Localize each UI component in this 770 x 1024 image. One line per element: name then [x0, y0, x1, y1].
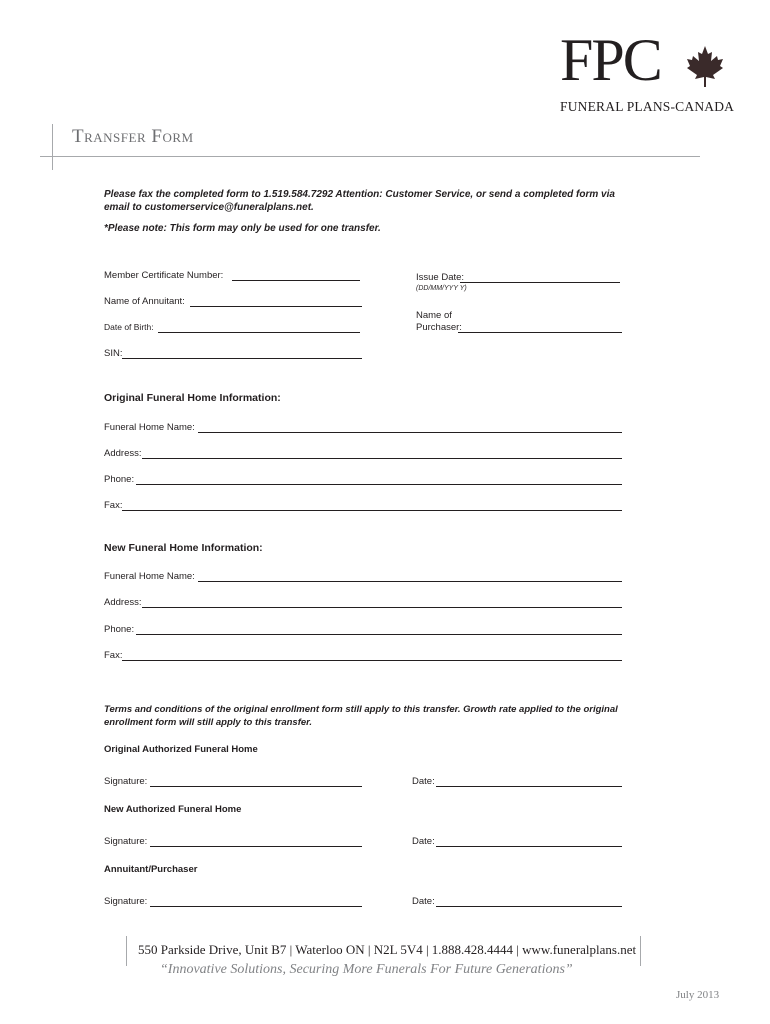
new-home-fax-field[interactable] — [122, 660, 622, 661]
footer-left-rule — [126, 936, 127, 966]
intro-text: Please fax the completed form to 1.519.584.7292 Attention: Customer Service, or send a completed form via email to customerservice@funeralplans.net. — [104, 189, 615, 213]
new-home-address-field[interactable] — [142, 607, 622, 608]
date-of-birth-label: Date of Birth: — [104, 322, 154, 332]
purchaser-name-label-1: Name of — [416, 310, 452, 321]
sig-annuitant-signature-label: Signature: — [104, 896, 148, 907]
new-home-name-label: Funeral Home Name: — [104, 571, 195, 582]
sig-new-signature-field[interactable] — [150, 846, 362, 847]
logo-text: FPC — [560, 27, 661, 93]
date-of-birth-field[interactable] — [158, 332, 360, 333]
sig-annuitant-signature-field[interactable] — [150, 906, 362, 907]
sig-heading-original: Original Authorized Funeral Home — [104, 744, 258, 755]
original-home-name-label: Funeral Home Name: — [104, 422, 195, 433]
sig-new-date-label: Date: — [412, 836, 435, 847]
original-home-phone-field[interactable] — [136, 484, 622, 485]
sig-annuitant-date-label: Date: — [412, 896, 435, 907]
issue-date-field[interactable] — [460, 282, 620, 283]
sig-new-date-field[interactable] — [436, 846, 622, 847]
sig-original-signature-field[interactable] — [150, 786, 362, 787]
annuitant-name-label: Name of Annuitant: — [104, 296, 185, 307]
title-underline — [40, 156, 700, 157]
footer-right-rule — [640, 936, 641, 966]
new-home-fax-label: Fax: — [104, 650, 123, 661]
sig-new-signature-label: Signature: — [104, 836, 148, 847]
new-home-phone-field[interactable] — [136, 634, 622, 635]
member-certificate-label: Member Certificate Number: — [104, 270, 224, 281]
form-version-date: July 2013 — [676, 989, 720, 1001]
new-home-heading: New Funeral Home Information: — [104, 542, 263, 554]
footer-tagline: “Innovative Solutions, Securing More Funerals For Future Generations” — [160, 962, 573, 977]
sig-heading-annuitant: Annuitant/Purchaser — [104, 864, 198, 875]
original-home-address-field[interactable] — [142, 458, 622, 459]
new-home-address-label: Address: — [104, 597, 142, 608]
original-home-heading: Original Funeral Home Information: — [104, 392, 281, 404]
logo-subtitle: FUNERAL PLANS-CANADA — [560, 99, 735, 114]
original-home-name-field[interactable] — [198, 432, 622, 433]
issue-date-label: Issue Date: — [416, 272, 465, 283]
title-left-rule — [52, 124, 53, 170]
sig-original-signature-label: Signature: — [104, 776, 148, 787]
sig-heading-new: New Authorized Funeral Home — [104, 804, 242, 815]
purchaser-name-field[interactable] — [458, 332, 622, 333]
purchaser-name-label-2: Purchaser: — [416, 322, 462, 333]
footer-address: 550 Parkside Drive, Unit B7 | Waterloo ON | N2L 5V4 | 1.888.428.4444 | www.funeralplans.net — [138, 942, 637, 957]
sin-label: SIN: — [104, 348, 123, 359]
original-home-address-label: Address: — [104, 448, 142, 459]
sig-annuitant-date-field[interactable] — [436, 906, 622, 907]
member-certificate-field[interactable] — [232, 280, 360, 281]
sig-original-date-field[interactable] — [436, 786, 622, 787]
page-title: Transfer Form — [72, 126, 194, 147]
terms-text: Terms and conditions of the original enrollment form still apply to this transfer. Growth rate applied to the original enrollment form will still apply to this transfer. — [104, 704, 618, 728]
issue-date-format: (DD/MM/YYY Y) — [416, 285, 467, 292]
sin-field[interactable] — [122, 358, 362, 359]
original-home-fax-field[interactable] — [122, 510, 622, 511]
one-transfer-note: *Please note: This form may only be used for one transfer. — [104, 223, 381, 234]
original-home-phone-label: Phone: — [104, 474, 135, 485]
new-home-phone-label: Phone: — [104, 624, 135, 635]
annuitant-name-field[interactable] — [190, 306, 362, 307]
original-home-fax-label: Fax: — [104, 500, 123, 511]
sig-original-date-label: Date: — [412, 776, 435, 787]
maple-leaf-icon — [685, 44, 725, 88]
new-home-name-field[interactable] — [198, 581, 622, 582]
